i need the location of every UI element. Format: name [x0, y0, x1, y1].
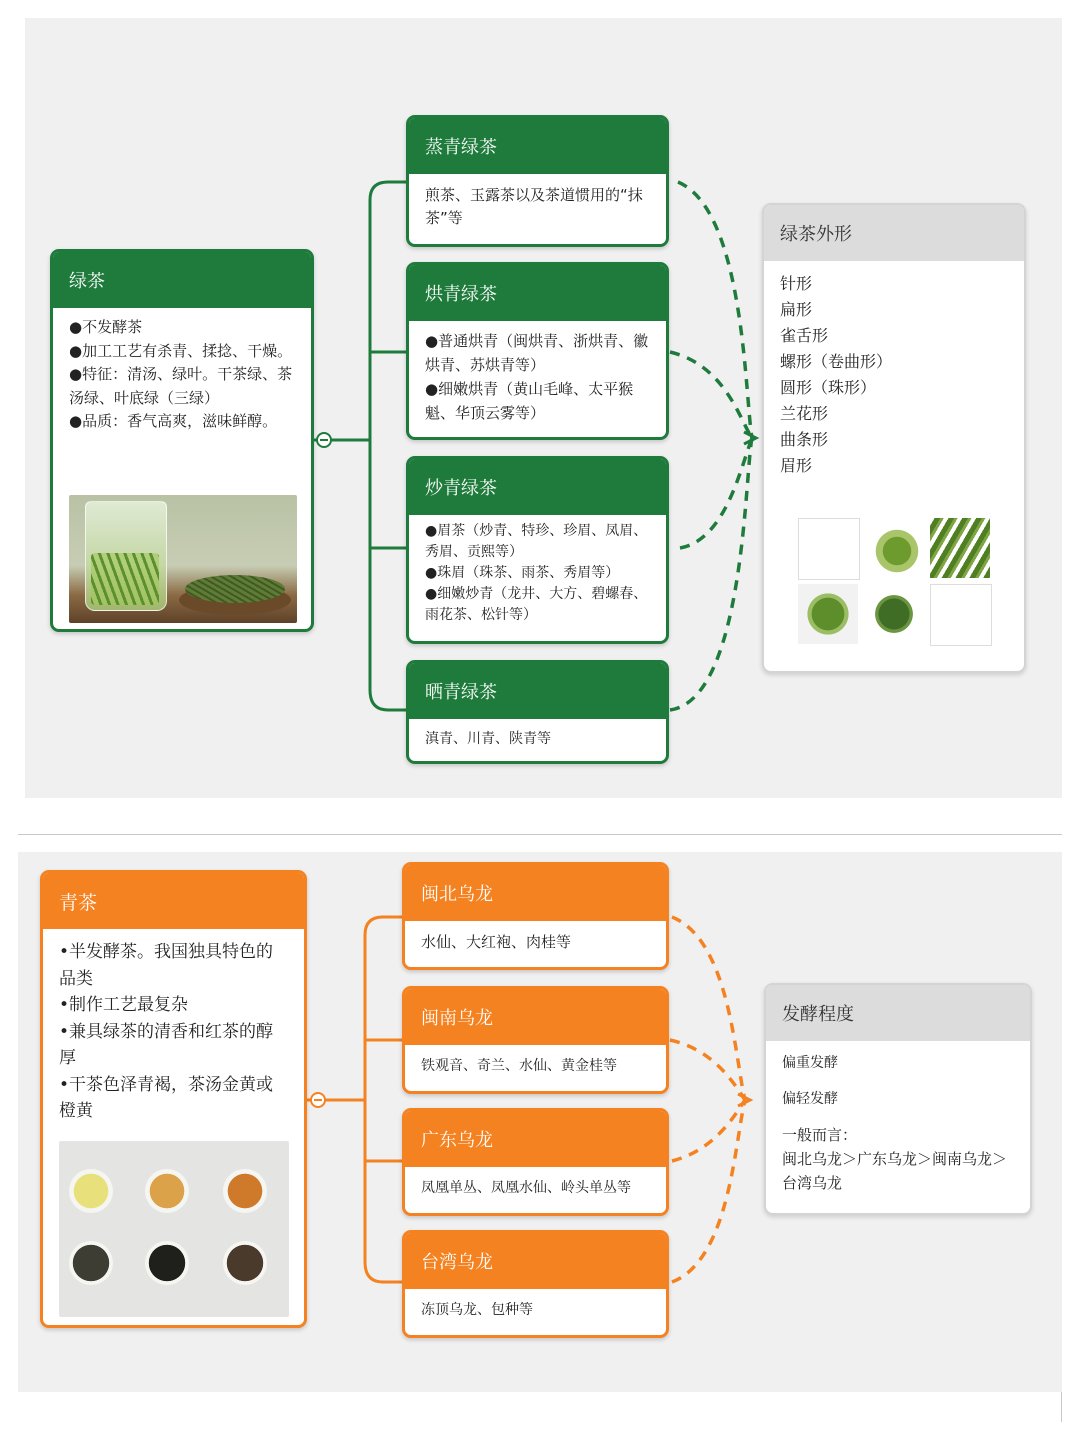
- green-branch-title: 晒青绿茶: [409, 663, 666, 719]
- green-branch-title: 蒸青绿茶: [409, 118, 666, 174]
- oolong-collapse-toggle[interactable]: [310, 1092, 326, 1108]
- fermentation-item: 偏轻发酵: [782, 1091, 838, 1107]
- green-branch-text: ●眉茶（炒青、特珍、珍眉、凤眉、秀眉、贡熙等）: [425, 523, 648, 560]
- oolong-branch-card-minbei: [402, 862, 669, 970]
- green-tea-line: ●品质：香气高爽，滋味鲜醇。: [69, 412, 278, 430]
- oolong-branch-text: 水仙、大红袍、肉桂等: [421, 933, 572, 951]
- oolong-tea-main-title: 青茶: [43, 873, 304, 929]
- oolong-summary-card: [764, 983, 1032, 1215]
- fermentation-item: 偏重发酵: [782, 1055, 838, 1071]
- oolong-branch-title: 台湾乌龙: [405, 1233, 666, 1289]
- blank-label-thumb: [930, 584, 992, 646]
- green-branch-title: 烘青绿茶: [409, 265, 666, 321]
- leaf-shape-item: 雀舌形: [780, 326, 829, 345]
- oolong-branch-text: 铁观音、奇兰、水仙、黄金桂等: [421, 1058, 617, 1074]
- leaf-shape-item: 圆形（珠形）: [780, 378, 877, 397]
- green-tea-line: ●不发酵茶: [69, 318, 143, 336]
- oolong-branch-card-guangdong: [402, 1108, 669, 1216]
- green-collapse-toggle[interactable]: [316, 432, 332, 448]
- fermentation-note: 一般而言：: [782, 1126, 858, 1144]
- green-pellets-thumb: [864, 584, 924, 644]
- needle-leaves-thumb: [930, 518, 990, 578]
- green-tea-main-card: [50, 249, 314, 632]
- leaf-shape-item: 兰花形: [780, 404, 829, 423]
- green-branch-title: 炒青绿茶: [409, 459, 666, 515]
- oolong-branch-text: 凤凰单丛、凤凰水仙、岭头单丛等: [421, 1180, 631, 1196]
- green-branch-card-sundried: [406, 660, 669, 764]
- oolong-branch-title: 闽南乌龙: [405, 989, 666, 1045]
- oolong-branch-card-minnan: [402, 986, 669, 1094]
- leaf-shape-item: 眉形: [780, 456, 813, 475]
- oolong-branch-text: 冻顶乌龙、包种等: [421, 1302, 533, 1318]
- leaf-shape-item: 曲条形: [780, 430, 829, 449]
- green-branch-card-fried: [406, 456, 669, 644]
- oolong-tea-line: •制作工艺最复杂: [59, 995, 189, 1015]
- oolong-tea-line: •兼具绿茶的清香和红茶的醇厚: [59, 1021, 274, 1068]
- green-branch-text: 煎茶、玉露茶以及茶道惯用的“抹茶”等: [425, 186, 643, 227]
- section-divider: [18, 834, 1062, 835]
- green-spiral-leaves-thumb: [798, 584, 858, 644]
- green-branch-card-baked: [406, 262, 669, 440]
- oolong-tea-cups-photo: [59, 1141, 289, 1317]
- oolong-tea-line: •干茶色泽青褐，茶汤金黄或橙黄: [59, 1074, 274, 1121]
- green-tea-main-title: 绿茶: [53, 252, 311, 308]
- green-branch-text: ●普通烘青（闽烘青、浙烘青、徽烘青、苏烘青等）: [425, 332, 649, 374]
- green-branch-text: ●细嫩烘青（黄山毛峰、太平猴魁、华顶云雾等）: [425, 380, 634, 422]
- oolong-summary-title: 发酵程度: [766, 985, 1030, 1041]
- green-branch-card-steamed: [406, 115, 669, 247]
- green-summary-card: [762, 203, 1026, 673]
- oolong-branch-card-taiwan: [402, 1230, 669, 1338]
- green-branch-text: ●细嫩炒青（龙井、大方、碧螺春、雨花茶、松针等）: [425, 586, 648, 623]
- green-summary-title: 绿茶外形: [764, 205, 1024, 261]
- leaf-shape-item: 螺形（卷曲形）: [780, 352, 893, 371]
- oolong-tea-main-card: [40, 870, 307, 1328]
- leaf-shape-item: 针形: [780, 274, 813, 293]
- fermentation-ranking: 闽北乌龙＞广东乌龙＞闽南乌龙＞台湾乌龙: [782, 1150, 1008, 1192]
- green-tea-photo: [69, 495, 297, 623]
- edge-line: [1061, 1392, 1062, 1422]
- green-tea-line: ●加工工艺有杀青、揉捻、干燥。: [69, 341, 293, 360]
- blank-label-thumb: [798, 518, 860, 580]
- green-branch-text: 滇青、川青、陕青等: [425, 731, 551, 747]
- green-tea-line: ●特征：清汤、绿叶。干茶绿、茶汤绿、叶底绿（三绿）: [69, 365, 293, 407]
- oolong-branch-title: 闽北乌龙: [405, 865, 666, 921]
- curled-leaves-thumb: [864, 518, 924, 578]
- leaf-shape-thumbnails: [798, 518, 998, 648]
- leaf-shape-item: 扁形: [780, 300, 813, 319]
- green-branch-text: ●珠眉（珠茶、雨茶、秀眉等）: [425, 565, 620, 581]
- oolong-tea-line: •半发酵茶。我国独具特色的品类: [59, 942, 274, 989]
- oolong-branch-title: 广东乌龙: [405, 1111, 666, 1167]
